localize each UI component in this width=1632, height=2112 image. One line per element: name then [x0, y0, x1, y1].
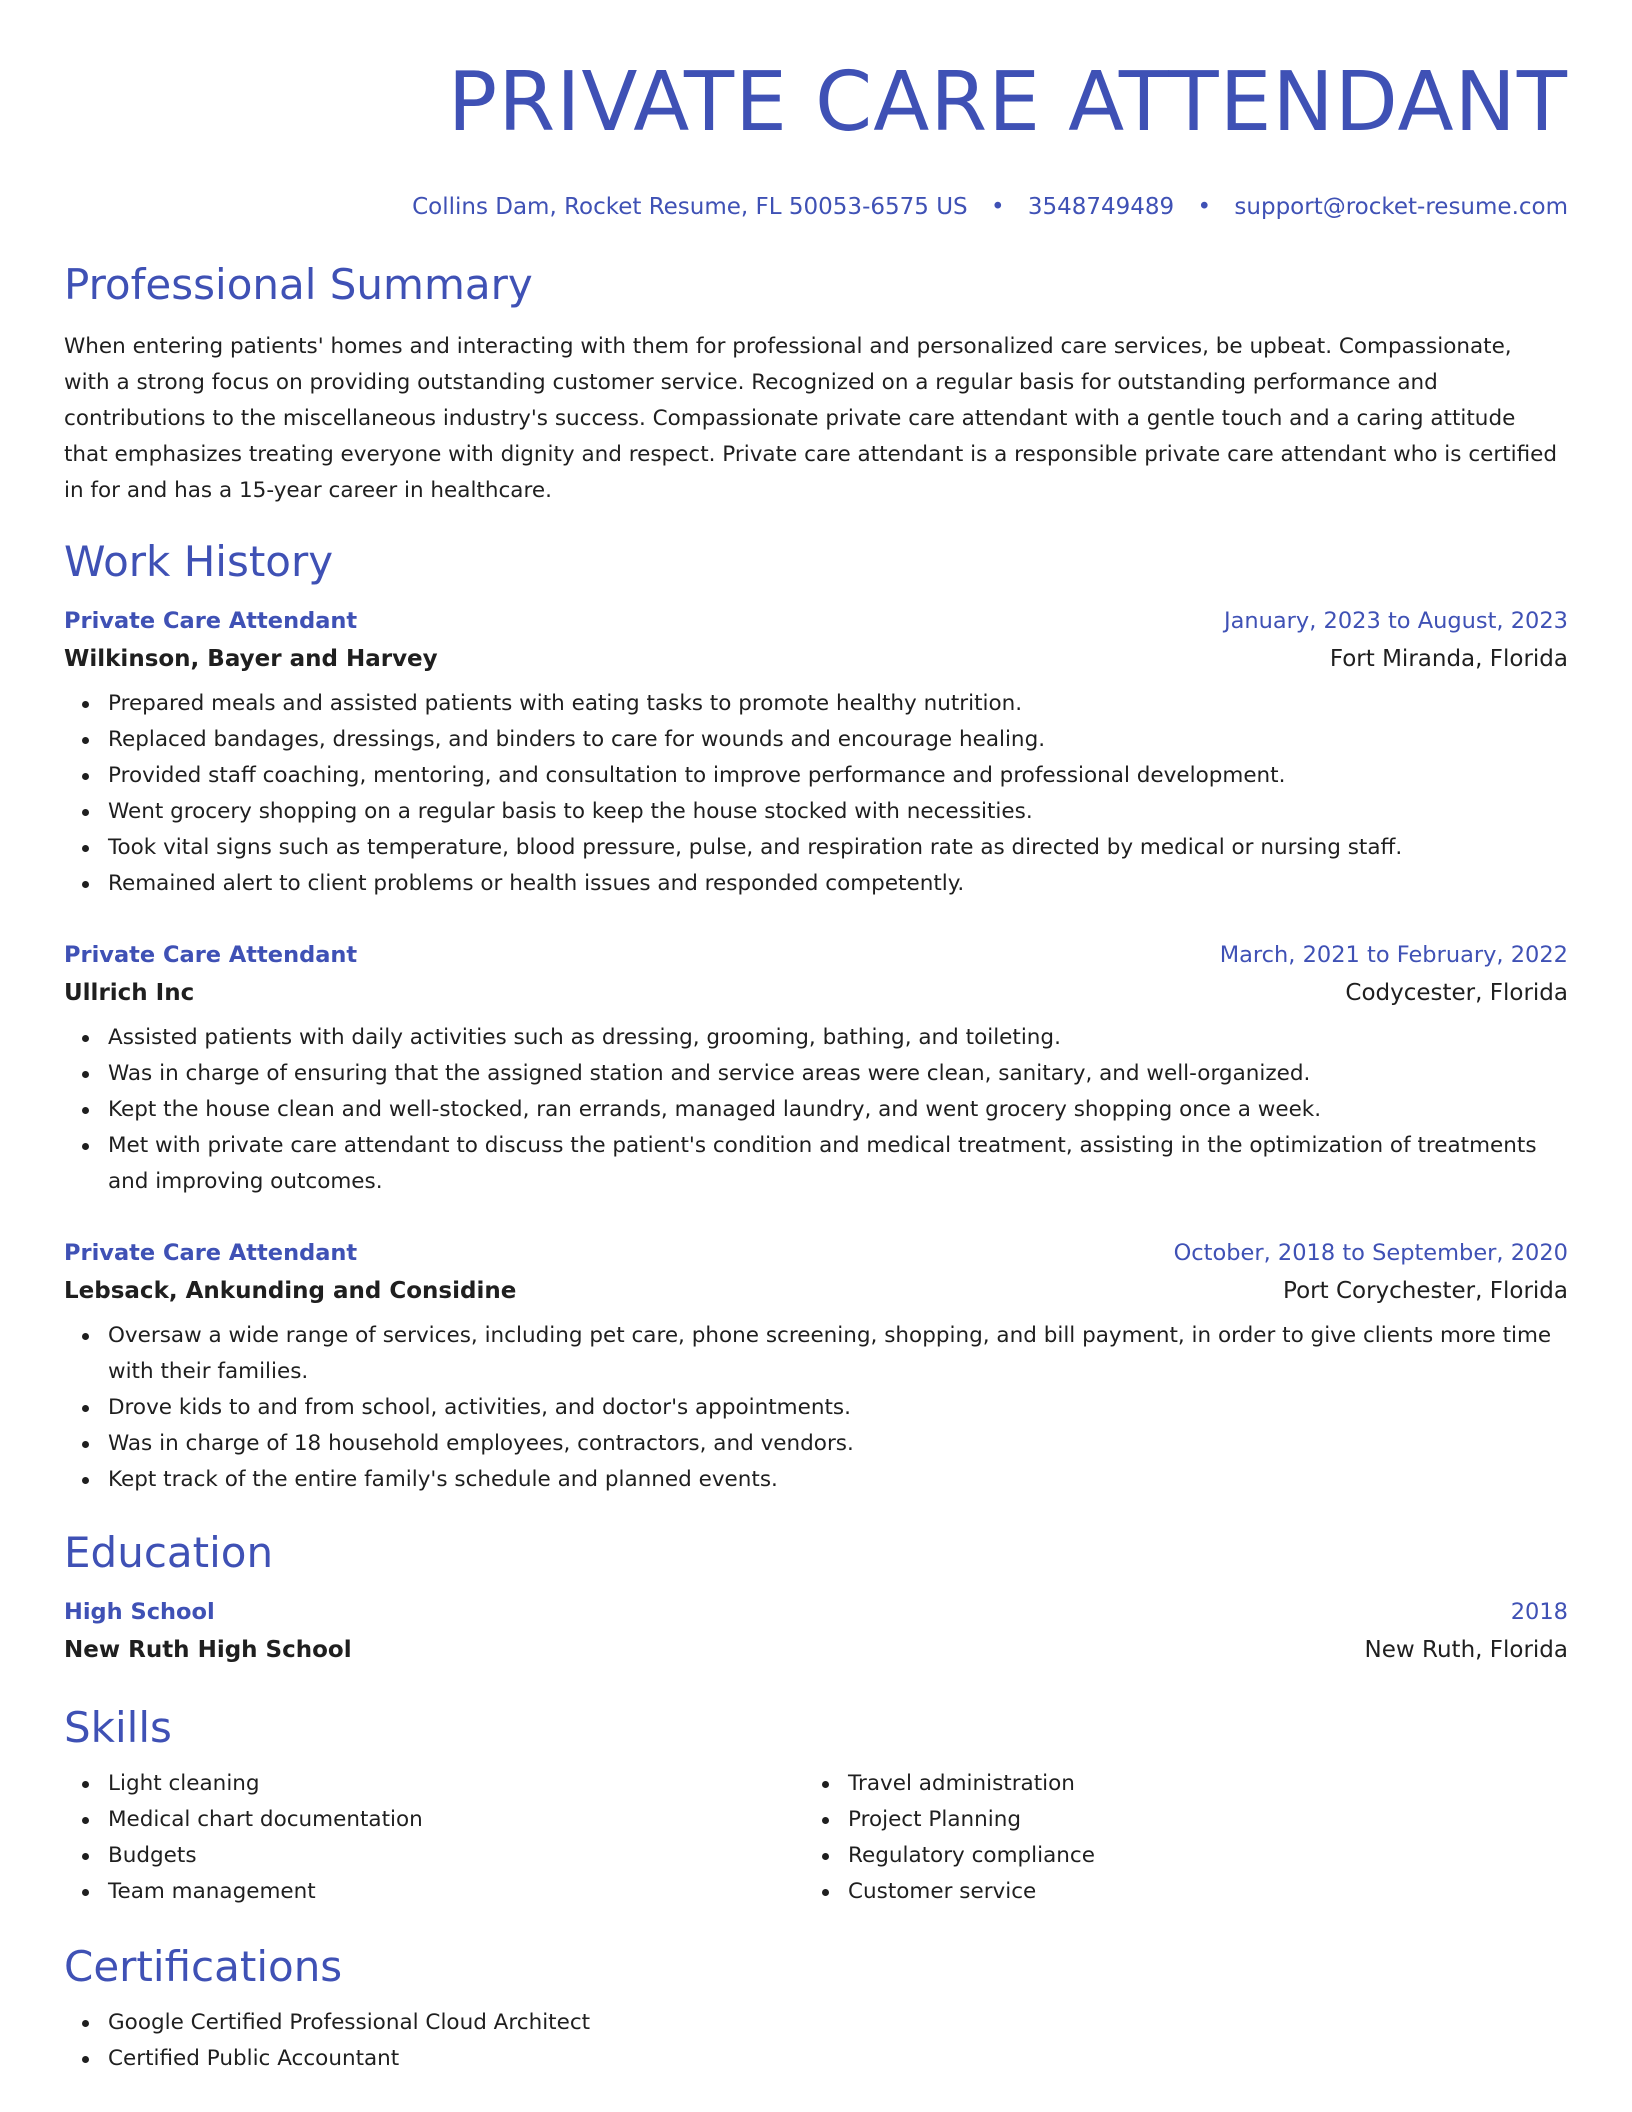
- certifications-heading: Certifications: [64, 1942, 343, 1991]
- contact-separator: •: [990, 194, 1005, 220]
- job-bullet: Assisted patients with daily activities such as dressing, grooming, bathing, and toileting.: [108, 1020, 1568, 1056]
- skills-column-right: [804, 1766, 1544, 1910]
- contact-separator: •: [1197, 194, 1212, 220]
- job-location: Fort Miranda, Florida: [1329, 646, 1568, 672]
- job-entry: [64, 942, 1568, 1200]
- job-title: Private Care Attendant: [64, 608, 358, 634]
- job-company: Wilkinson, Bayer and Harvey: [64, 646, 438, 672]
- job-dates: January, 2023 to August, 2023: [1223, 608, 1568, 634]
- education-entry: [64, 1599, 1568, 1663]
- job-entry: [64, 1240, 1568, 1498]
- skill-item: Budgets: [108, 1838, 804, 1874]
- skills-list: [804, 1766, 1544, 1910]
- education-school: New Ruth High School: [64, 1637, 352, 1663]
- skill-item: Team management: [108, 1874, 804, 1910]
- work-history-heading: Work History: [64, 537, 334, 586]
- job-bullet: Replaced bandages, dressings, and binders to care for wounds and encourage healing.: [108, 722, 1568, 758]
- job-entry: [64, 608, 1568, 902]
- skills-grid: [64, 1766, 1568, 1910]
- job-bullet: Took vital signs such as temperature, blood pressure, pulse, and respiration rate as directed by medical or nursing staff.: [108, 830, 1568, 866]
- job-dates: March, 2021 to February, 2022: [1219, 942, 1568, 968]
- skill-item: Regulatory compliance: [848, 1838, 1544, 1874]
- contact-phone: 3548749489: [1027, 194, 1175, 220]
- certifications-list: [64, 2005, 1568, 2077]
- summary-text: When entering patients' homes and interacting with them for professional and personalized care services, be upbeat. Compassionate, with a strong focus on providing outstanding customer service. Recognized on a regular basis for outstanding performance and contributions to the miscellaneous industry's success. Compassionate private care attendant with a gentle touch and a caring attitude that emphasizes treating everyone with dignity and respect. Private care attendant is a responsible private care attendant who is certified in for and has a 15-year career in healthcare.: [64, 334, 1558, 503]
- job-title: Private Care Attendant: [64, 942, 358, 968]
- job-bullet: Kept track of the entire family's schedule and planned events.: [108, 1462, 1568, 1498]
- skill-item: Project Planning: [848, 1802, 1544, 1838]
- job-bullet: Remained alert to client problems or health issues and responded competently.: [108, 866, 1568, 902]
- job-bullets: [64, 686, 1568, 902]
- job-location: Port Corychester, Florida: [1283, 1278, 1568, 1304]
- skills-list: [64, 1766, 804, 1910]
- certification-item: Certified Public Accountant: [108, 2041, 1568, 2077]
- resume-name: PRIVATE CARE ATTENDANT: [447, 55, 1568, 150]
- skill-item: Medical chart documentation: [108, 1802, 804, 1838]
- skills-column-left: [64, 1766, 804, 1910]
- education-heading: Education: [64, 1528, 274, 1577]
- job-bullet: Met with private care attendant to discuss the patient's condition and medical treatment, assisting in the optimization of treatments and improving outcomes.: [108, 1128, 1568, 1200]
- contact-line: [64, 194, 1568, 220]
- job-bullet: Was in charge of ensuring that the assigned station and service areas were clean, sanitary, and well-organized.: [108, 1056, 1568, 1092]
- job-bullets: [64, 1020, 1568, 1200]
- skill-item: Customer service: [848, 1874, 1544, 1910]
- education-degree: High School: [64, 1599, 215, 1625]
- job-bullet: Was in charge of 18 household employees, contractors, and vendors.: [108, 1426, 1568, 1462]
- job-bullet: Oversaw a wide range of services, including pet care, phone screening, shopping, and bill payment, in order to give clients more time with their families.: [108, 1318, 1568, 1390]
- job-title: Private Care Attendant: [64, 1240, 358, 1266]
- job-dates: October, 2018 to September, 2020: [1173, 1240, 1568, 1266]
- job-company: Lebsack, Ankunding and Considine: [64, 1278, 517, 1304]
- skill-item: Travel administration: [848, 1766, 1544, 1802]
- job-bullet: Provided staff coaching, mentoring, and consultation to improve performance and professional development.: [108, 758, 1568, 794]
- skill-item: Light cleaning: [108, 1766, 804, 1802]
- job-bullet: Prepared meals and assisted patients with eating tasks to promote healthy nutrition.: [108, 686, 1568, 722]
- education-location: New Ruth, Florida: [1364, 1637, 1568, 1663]
- contact-email: support@rocket-resume.com: [1234, 194, 1568, 220]
- job-bullet: Drove kids to and from school, activities, and doctor's appointments.: [108, 1390, 1568, 1426]
- job-bullet: Kept the house clean and well-stocked, ran errands, managed laundry, and went grocery shopping once a week.: [108, 1092, 1568, 1128]
- skills-heading: Skills: [64, 1703, 172, 1752]
- job-bullets: [64, 1318, 1568, 1498]
- job-company: Ullrich Inc: [64, 980, 195, 1006]
- summary-heading: Professional Summary: [64, 260, 533, 309]
- job-location: Codycester, Florida: [1345, 980, 1568, 1006]
- education-year: 2018: [1510, 1599, 1568, 1625]
- certification-item: Google Certified Professional Cloud Architect: [108, 2005, 1568, 2041]
- job-bullet: Went grocery shopping on a regular basis to keep the house stocked with necessities.: [108, 794, 1568, 830]
- contact-address: Collins Dam, Rocket Resume, FL 50053-6575 US: [412, 194, 968, 220]
